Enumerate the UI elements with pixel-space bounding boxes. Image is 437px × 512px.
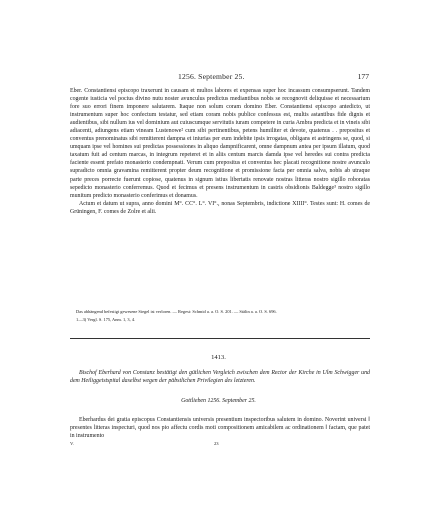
- document-number: 1413.: [211, 354, 226, 361]
- running-title: 1256. September 25.: [178, 72, 245, 81]
- page-header: [0, 72, 437, 84]
- signature-mark-left: V.: [70, 441, 74, 446]
- document-regest: [70, 369, 370, 386]
- footnote-seal: Das abhängend befestigt gewesene Siegel ist verloren. — Regest: Schmid a. a. O. S. 201. — Stälin a. a. O. S. 696.: [76, 309, 277, 314]
- signature-mark-center: 23: [214, 441, 219, 446]
- section-divider: [70, 338, 370, 339]
- document-paragraph: Eberhardus dei gratia episcopus Constantiensis universis presentium inspectoribus salutem in domino. Noverint universi ‖ presentes litteras inspecturi, quod nos pio affectu cordis moti compositionem amicabilem ac ordinationem ‖ factam, que patet in instrumento: [70, 417, 370, 440]
- document-text: [70, 416, 370, 440]
- regest-text: Bischof Eberhard von Constanz bestätigt den gütlichen Vergleich zwischen dem Rector der Kirche in Ulm Schwigger und dem Heiliggeistspital daselbst wegen der päbstlichen Privilegien des letzteren.: [70, 370, 370, 385]
- footnotes: [70, 308, 370, 323]
- page-number: 177: [357, 72, 369, 81]
- main-paragraph-actum: Actum et datum ut supra, anno domini M°. CC°. L°. VI°., nonas Septembris, indictione XIIII°. Testes sunt: H. comes de Grüningen, F. comes de Zolre et alii.: [70, 200, 370, 215]
- main-paragraph: Eber. Constantiensi episcopo traxerunt in causam et multos labores et expensas super hoc incassum consumpserunt. Tandem cogente iusticia vel pocius divino nutu noster avunculus predictus mediantibus nobis se recognovit deliquisse et necessarium fore suo errori finem imponere salutarem. Itaque non solum coram domino Eber. Constantiensi episcopo antedicto, ut instrumentum super hoc confectum testatur, sed etiam coram nobis publice confessus est, multis astantibus fide dignis et audientibus, sibi nullum ius vel dominium aut cuiuscumque servitutis iuram competere in curia Ambra predicta et in vineis sibi adiacenti, adiungens etiam vineam Lustenowe² cum sibi pertinentibus, petens humiliter et devote, quatenus . . prepositus et conventus prenominatus sibi remitterent dampna et iniurias per eum indebite ipsis irrogatas, obligans et astringens se, quod, si umquam ipse vel homines sui predictas possessiones in aliquo dampnificarent, omne dampnum antea per ipsum illatum, quod taxatum fuit ad centum marcas, in integrum repeteret et in aliis centum marcis damda ipse vel heredes sui contra predicta faciente essent prefato monasterio condempnati. Verum cum prepositus et conventus hec placati recognitione nostre avunculo supradicto omnia gravamina remitterent propter deum recognitione et promissione facta per omnia salva, nobis ab utraque parte preces porrecte fuerunt copiose, quatenus in signum istius libertatis renovate nostras litteras nostro sigillo roboratas sepedicto monasterio conferremus. Quod et fecimus et presens instrumentum in castris obsidionis Baldegge³ nostro sigillo munitum predicto monasterio conferimus et donamus.: [70, 88, 370, 199]
- document-dateline: Gottlieben 1256. September 25.: [181, 398, 256, 404]
- footnote-refs: 1—3) Vergl. S. 175, Anm. 1, 3, 4.: [76, 316, 136, 322]
- main-text: [70, 87, 370, 216]
